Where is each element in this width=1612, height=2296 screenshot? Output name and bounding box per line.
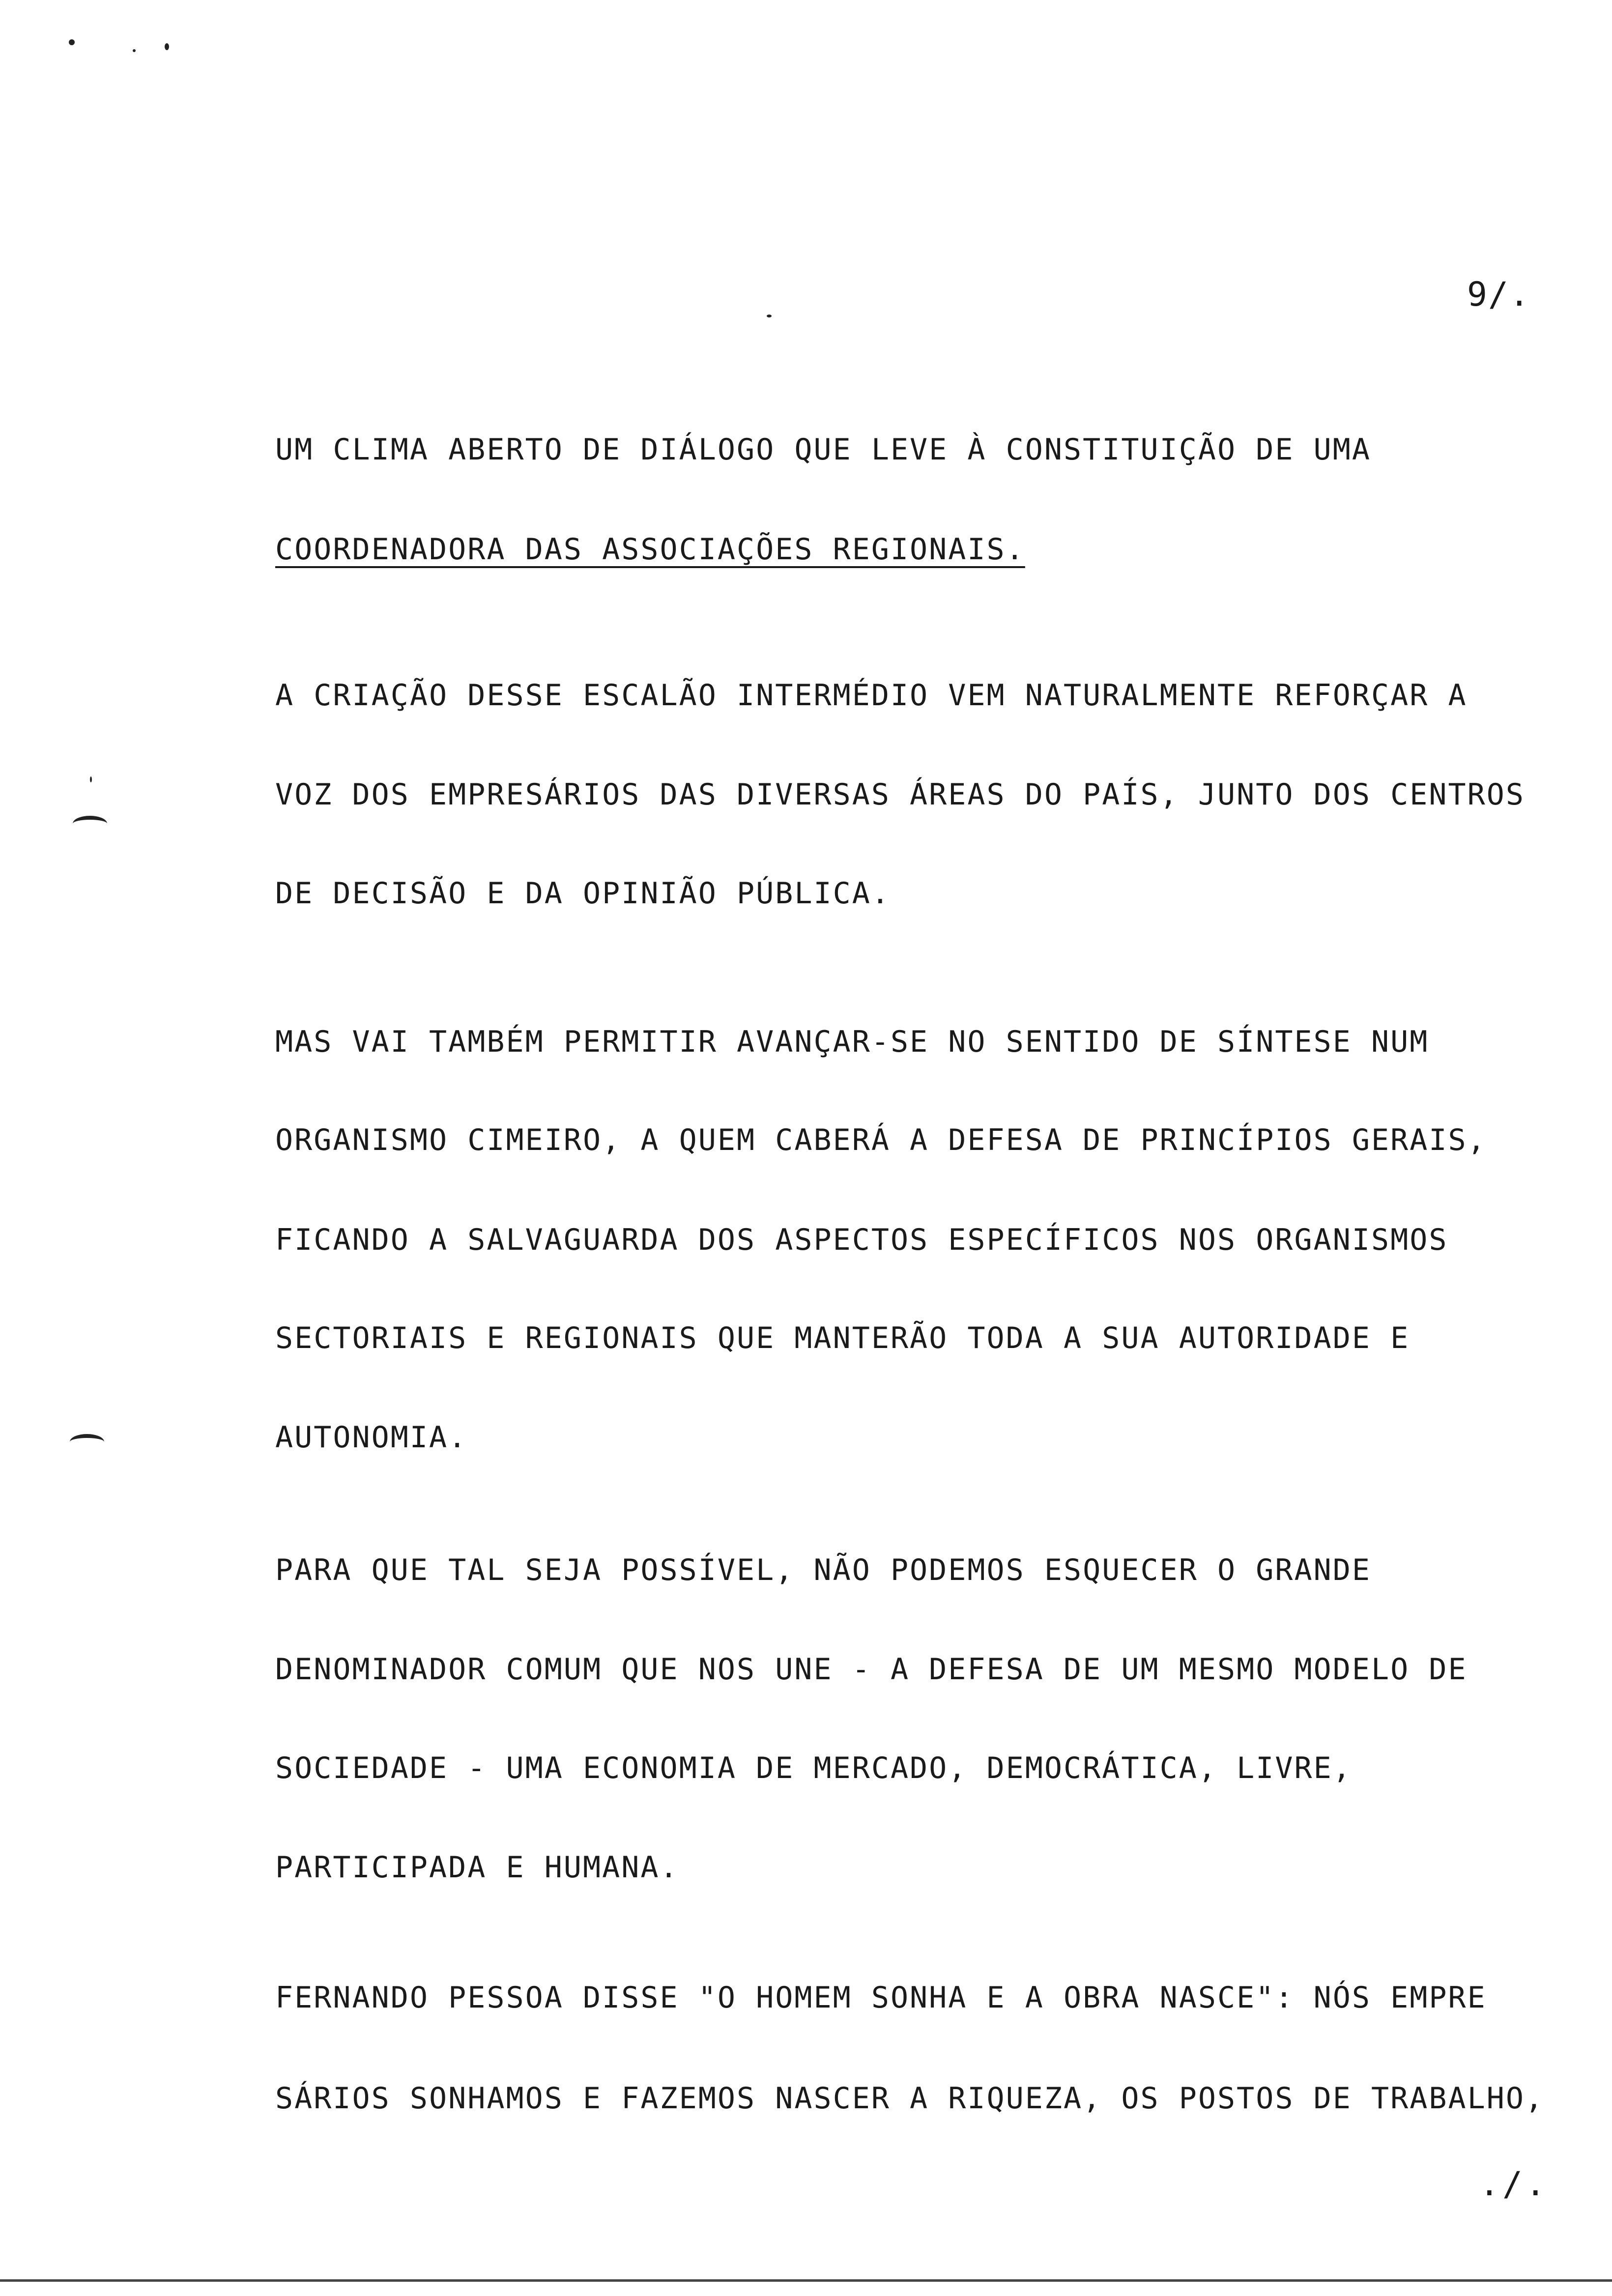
text-line-underlined: COORDENADORA DAS ASSOCIAÇÕES REGIONAIS. [275, 532, 1025, 567]
text-line: SECTORIAIS E REGIONAIS QUE MANTERÃO TODA A SUA AUTORIDADE E [275, 1321, 1410, 1355]
text-line: FERNANDO PESSOA DISSE "O HOMEM SONHA E A OBRA NASCE": NÓS EMPRE [275, 1980, 1487, 2015]
text-line: FICANDO A SALVAGUARDA DOS ASPECTOS ESPECÍFICOS NOS ORGANISMOS [275, 1223, 1448, 1257]
text-line: DE DECISÃO E DA OPINIÃO PÚBLICA. [275, 876, 891, 911]
continuation-mark: ./. [1479, 2165, 1549, 2204]
scan-speck [69, 39, 75, 45]
text-line: VOZ DOS EMPRESÁRIOS DAS DIVERSAS ÁREAS DO PAÍS, JUNTO DOS CENTROS [275, 777, 1525, 812]
page-number: 9/. [1467, 275, 1530, 314]
scan-speck [767, 315, 772, 317]
scan-speck [165, 43, 169, 50]
text-line: PARTICIPADA E HUMANA. [275, 1850, 679, 1885]
text-line: SOCIEDADE - UMA ECONOMIA DE MERCADO, DEMOCRÁTICA, LIVRE, [275, 1751, 1352, 1785]
text-line: PARA QUE TAL SEJA POSSÍVEL, NÃO PODEMOS ESQUECER O GRANDE [275, 1553, 1372, 1587]
margin-mark [70, 1434, 104, 1450]
text-line: SÁRIOS SONHAMOS E FAZEMOS NASCER A RIQUEZA, OS POSTOS DE TRABALHO, [275, 2081, 1545, 2116]
text-line: AUTONOMIA. [275, 1420, 468, 1455]
text-line: ORGANISMO CIMEIRO, A QUEM CABERÁ A DEFESA DE PRINCÍPIOS GERAIS, [275, 1123, 1487, 1157]
scan-speck [90, 776, 92, 782]
margin-mark [73, 816, 107, 832]
text-line: MAS VAI TAMBÉM PERMITIR AVANÇAR-SE NO SENTIDO DE SÍNTESE NUM [275, 1025, 1429, 1059]
text-line: UM CLIMA ABERTO DE DIÁLOGO QUE LEVE À CONSTITUIÇÃO DE UMA [275, 432, 1372, 467]
scan-speck [133, 49, 136, 52]
text-line: A CRIAÇÃO DESSE ESCALÃO INTERMÉDIO VEM NATURALMENTE REFORÇAR A [275, 678, 1468, 713]
page-edge-line [0, 2279, 1612, 2282]
text-line: DENOMINADOR COMUM QUE NOS UNE - A DEFESA DE UM MESMO MODELO DE [275, 1652, 1468, 1687]
